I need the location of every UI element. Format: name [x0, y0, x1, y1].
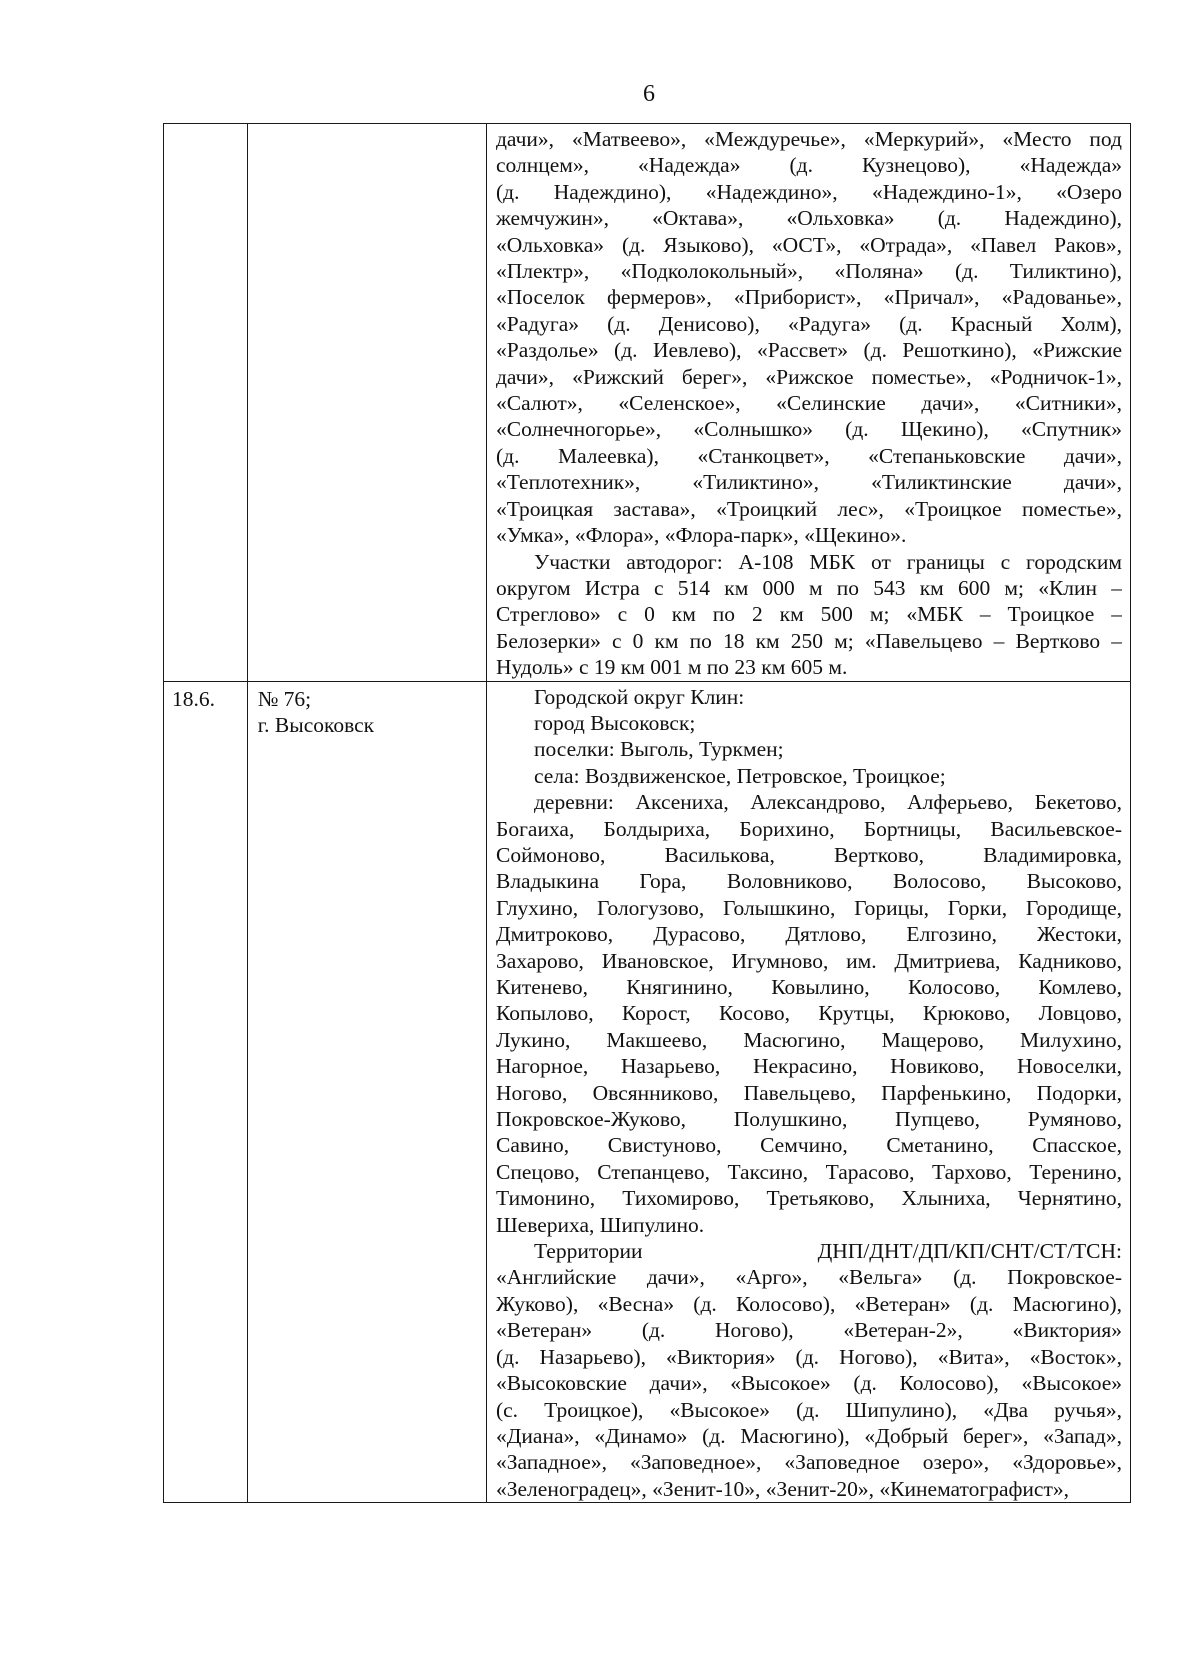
- text-line: дачи», «Рижский берег», «Рижское поместье», «Родничок-1»,: [495, 364, 1122, 389]
- text-line: солнцем», «Надежда» (д. Кузнецово), «Надежда»: [495, 153, 1122, 178]
- text-line: села: Воздвиженское, Петровское, Троицкое;: [533, 763, 946, 788]
- district-line: г. Высоковск: [257, 712, 375, 737]
- text-line: «Английские дачи», «Арго», «Вельга» (д. Покровское-: [495, 1265, 1122, 1290]
- text-line: «Ветеран» (д. Ногово), «Ветеран-2», «Виктория»: [495, 1318, 1122, 1343]
- text-line: Лукино, Макшеево, Масюгино, Мащерово, Милухино,: [495, 1027, 1122, 1052]
- districts-table: [163, 123, 1131, 1503]
- text-line: «Радуга» (д. Денисово), «Радуга» (д. Красный Холм),: [495, 311, 1122, 336]
- row-number-cell: [164, 124, 248, 682]
- page-number: 6: [643, 81, 655, 107]
- text-line: (д. Назарьево), «Виктория» (д. Ногово), «Вита», «Восток»,: [495, 1344, 1122, 1369]
- text-line: жемчужин», «Октава», «Ольховка» (д. Надеждино),: [495, 206, 1122, 231]
- text-line: Городской округ Клин:: [533, 684, 745, 709]
- text-line: Соймоново, Василькова, Вертково, Владимировка,: [495, 842, 1122, 867]
- text-line: «Зеленоградец», «Зенит-10», «Зенит-20», «Кинематографист»,: [495, 1476, 1069, 1501]
- text-line: округом Истра с 514 км 000 м по 543 км 600 м; «Клин –: [495, 575, 1122, 600]
- text-line: Глухино, Гологузово, Голышкино, Горицы, Горки, Городище,: [495, 895, 1122, 920]
- text-line: Территории ДНП/ДНТ/ДП/КП/СНТ/СТ/ТСН:: [533, 1239, 1122, 1264]
- text-line: «Троицкая застава», «Троицкий лес», «Троицкое поместье»,: [495, 496, 1122, 521]
- text-line: город Высоковск;: [533, 710, 696, 735]
- text-line: Захарово, Ивановское, Игумново, им. Дмитриева, Кадниково,: [495, 948, 1122, 973]
- territory-description-cell: [486, 124, 1130, 682]
- text-line: «Салют», «Селенское», «Селинские дачи», «Ситники»,: [495, 391, 1122, 416]
- text-line: Белозерки» с 0 км по 18 км 250 м; «Павельцево – Вертково –: [495, 628, 1122, 653]
- text-line: Китенево, Княгинино, Ковылино, Колосово, Комлево,: [495, 975, 1122, 999]
- text-line: «Ольховка» (д. Языково), «ОСТ», «Отрада», «Павел Раков»,: [495, 232, 1122, 257]
- text-line: «Высоковские дачи», «Высокое» (д. Колосово), «Высокое»: [495, 1371, 1122, 1396]
- district-cell: [247, 681, 486, 1503]
- text-line: «Теплотехник», «Тиликтино», «Тиликтинские дачи»,: [495, 470, 1122, 495]
- territory-description-cell: [486, 681, 1130, 1503]
- description-paragraph: [496, 549, 1122, 681]
- text-line: Нудоль» с 19 км 001 м по 23 км 605 м.: [495, 655, 848, 680]
- text-line: Савино, Свистуново, Семчино, Сметанино, Спасское,: [495, 1133, 1122, 1158]
- text-line: Дмитроково, Дурасово, Дятлово, Елгозино, Жестоки,: [495, 922, 1122, 947]
- text-line: «Диана», «Динамо» (д. Масюгино), «Добрый берег», «Запад»,: [495, 1423, 1122, 1448]
- table-body: [164, 124, 1131, 1503]
- text-line: «Западное», «Заповедное», «Заповедное озеро», «Здоровье»,: [495, 1450, 1122, 1475]
- text-line: Покровское-Жуково, Полушкино, Пупцево, Румяново,: [495, 1107, 1122, 1132]
- district-cell: [247, 124, 486, 682]
- text-line: Копылово, Корост, Косово, Крутцы, Крюково, Ловцово,: [495, 1001, 1122, 1026]
- text-line: Богаиха, Болдыриха, Борихино, Бортницы, Васильевское-: [495, 816, 1122, 841]
- text-line: (д. Малеевка), «Станкоцвет», «Степаньковские дачи»,: [495, 443, 1122, 468]
- text-line: Спецово, Степанцево, Таксино, Тарасово, Тархово, Теренино,: [495, 1159, 1122, 1184]
- description-paragraph: [496, 789, 1122, 1238]
- table-row: [164, 681, 1131, 1503]
- row-number: 18.6.: [172, 686, 215, 711]
- text-line: «Умка», «Флора», «Флора-парк», «Щекино».: [495, 523, 907, 548]
- text-line: Владыкина Гора, Воловниково, Волосово, Высоково,: [495, 869, 1122, 894]
- description-paragraph: [496, 736, 1122, 762]
- text-line: «Плектр», «Подколокольный», «Поляна» (д. Тиликтино),: [495, 259, 1122, 284]
- description-paragraph: [496, 710, 1122, 736]
- text-line: (с. Троицкое), «Высокое» (д. Шипулино), «Два ручья»,: [495, 1397, 1122, 1422]
- text-line: дачи», «Матвеево», «Междуречье», «Меркурий», «Место под: [495, 127, 1122, 151]
- description-paragraph: [496, 684, 1122, 710]
- text-line: Нагорное, Назарьево, Некрасино, Новиково, Новоселки,: [495, 1054, 1122, 1079]
- text-line: Ногово, Овсянниково, Павельцево, Парфенькино, Подорки,: [495, 1080, 1122, 1105]
- text-line: (д. Надеждино), «Надеждино», «Надеждино-1», «Озеро: [495, 179, 1122, 204]
- text-line: деревни: Аксениха, Александрово, Алферьево, Бекетово,: [533, 790, 1122, 815]
- table-row: [164, 124, 1131, 682]
- district-line: № 76;: [257, 686, 312, 711]
- description-paragraph: [496, 126, 1122, 549]
- text-line: поселки: Выголь, Туркмен;: [533, 737, 784, 762]
- text-line: Тимонино, Тихомирово, Третьяково, Хлыниха, Чернятино,: [495, 1186, 1122, 1211]
- row-number-cell: [164, 681, 248, 1503]
- text-line: «Солнечногорье», «Солнышко» (д. Щекино), «Спутник»: [495, 417, 1122, 442]
- description-paragraph: [496, 763, 1122, 789]
- text-line: Шевериха, Шипулино.: [495, 1212, 705, 1237]
- description-paragraph: [496, 1238, 1122, 1502]
- text-line: «Раздолье» (д. Иевлево), «Рассвет» (д. Решоткино), «Рижские: [495, 338, 1122, 363]
- text-line: Участки автодорог: А-108 МБК от границы с городским: [533, 549, 1122, 574]
- text-line: Жуково), «Весна» (д. Колосово), «Ветеран» (д. Масюгино),: [495, 1291, 1122, 1316]
- text-line: «Поселок фермеров», «Приборист», «Причал», «Радованье»,: [495, 285, 1122, 310]
- text-line: Стреглово» с 0 км по 2 км 500 м; «МБК – Троицкое –: [495, 602, 1122, 627]
